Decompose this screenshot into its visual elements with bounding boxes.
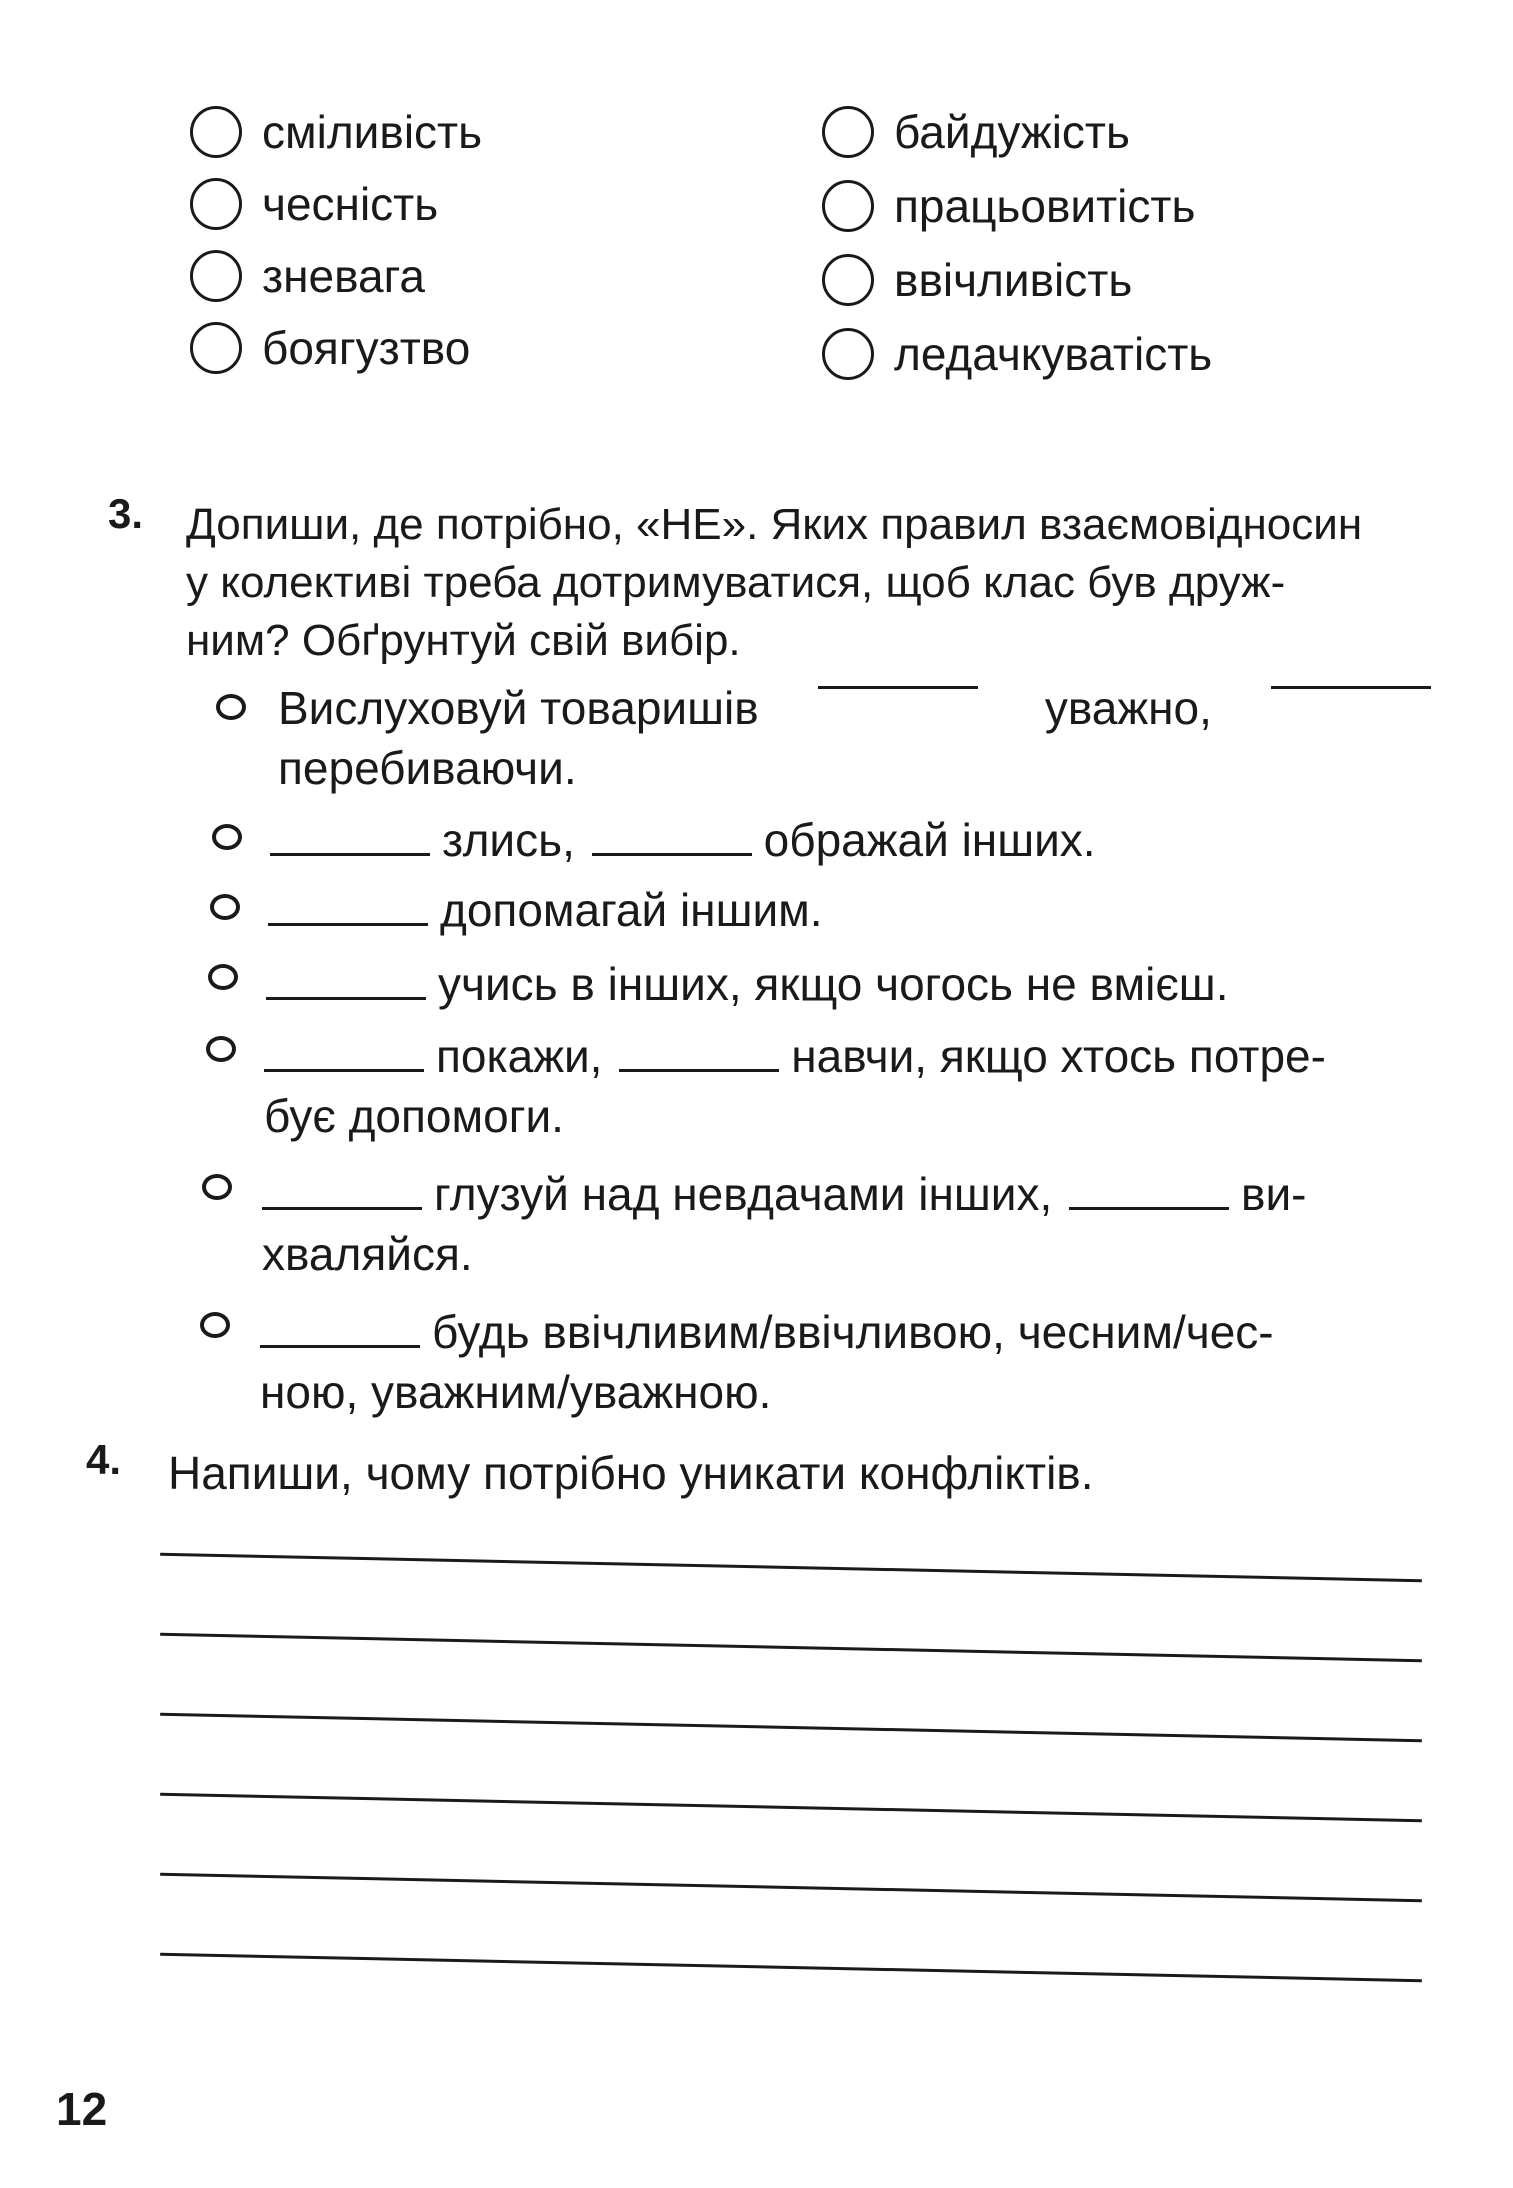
rule-text: учись в інших, якщо чогось не вмієш. bbox=[438, 958, 1229, 1010]
rule-item-3 bbox=[268, 880, 823, 940]
rule-checkbox[interactable] bbox=[206, 1036, 236, 1062]
fill-blank[interactable] bbox=[264, 1061, 424, 1072]
rule-checkbox[interactable] bbox=[212, 824, 242, 850]
fill-blank[interactable] bbox=[260, 1337, 420, 1348]
rule-text: покажи, bbox=[436, 1030, 603, 1082]
rule-text: перебиваючи. bbox=[278, 742, 577, 794]
option-circle[interactable] bbox=[822, 106, 874, 158]
rule-text: злись, bbox=[442, 814, 575, 866]
option-label: чесність bbox=[262, 178, 439, 230]
rule-text: навчи, якщо хтось потре- bbox=[791, 1030, 1326, 1082]
option-politeness[interactable] bbox=[822, 250, 1132, 310]
option-courage[interactable] bbox=[190, 102, 482, 162]
option-circle[interactable] bbox=[190, 106, 242, 158]
task-4-number: 4. bbox=[86, 1436, 122, 1483]
answer-line[interactable] bbox=[160, 1873, 1422, 1902]
option-contempt[interactable] bbox=[190, 246, 425, 306]
option-label: ввічливість bbox=[894, 254, 1133, 306]
page-number: 12 bbox=[56, 2083, 108, 2135]
rule-text: ви- bbox=[1241, 1168, 1307, 1220]
fill-blank[interactable] bbox=[592, 845, 752, 856]
rule-item-6 bbox=[262, 1164, 1306, 1284]
answer-line[interactable] bbox=[160, 1713, 1422, 1742]
task-4-instruction: Напиши, чому потрібно уникати конфліктів. bbox=[168, 1447, 1094, 1499]
rule-checkbox[interactable] bbox=[216, 694, 246, 720]
task-3-line: Допиши, де потрібно, «НЕ». Яких правил взаємовідносин bbox=[186, 500, 1363, 549]
fill-blank[interactable] bbox=[619, 1061, 779, 1072]
rule-text: бує допомоги. bbox=[264, 1090, 564, 1142]
option-circle[interactable] bbox=[190, 250, 242, 302]
option-circle[interactable] bbox=[822, 180, 874, 232]
rule-item-2 bbox=[270, 810, 1096, 870]
task-3-line: ним? Обґрунтуй свій вибір. bbox=[186, 616, 741, 665]
answer-line[interactable] bbox=[160, 1793, 1422, 1822]
rule-text: Вислуховуй товаришів bbox=[278, 682, 759, 734]
fill-blank[interactable] bbox=[270, 845, 430, 856]
rule-item-1 bbox=[278, 678, 1443, 798]
option-cowardice[interactable] bbox=[190, 318, 470, 378]
rule-checkbox[interactable] bbox=[208, 964, 238, 990]
option-circle[interactable] bbox=[822, 328, 874, 380]
task-3-line: у колективі треба дотримуватися, щоб клас був друж- bbox=[186, 558, 1286, 607]
option-circle[interactable] bbox=[190, 322, 242, 374]
answer-line[interactable] bbox=[160, 1953, 1422, 1982]
option-indifference[interactable] bbox=[822, 102, 1130, 162]
rule-item-7 bbox=[260, 1302, 1274, 1422]
option-label: працьовитість bbox=[894, 180, 1196, 232]
option-circle[interactable] bbox=[822, 254, 874, 306]
fill-blank[interactable] bbox=[818, 678, 978, 689]
rule-text: допомагай іншим. bbox=[440, 884, 823, 936]
fill-blank[interactable] bbox=[262, 1199, 422, 1210]
fill-blank[interactable] bbox=[268, 915, 428, 926]
rule-text: ною, уважним/уважною. bbox=[260, 1366, 772, 1418]
rule-text: глузуй над невдачами інших, bbox=[434, 1168, 1053, 1220]
fill-blank[interactable] bbox=[1271, 678, 1431, 689]
rule-checkbox[interactable] bbox=[210, 894, 240, 920]
answer-line[interactable] bbox=[160, 1633, 1422, 1662]
rule-item-4 bbox=[266, 954, 1228, 1014]
fill-blank[interactable] bbox=[266, 989, 426, 1000]
option-label: ледачкуватість bbox=[894, 328, 1213, 380]
rule-checkbox[interactable] bbox=[200, 1312, 230, 1338]
option-diligence[interactable] bbox=[822, 176, 1195, 236]
rule-text: будь ввічливим/ввічливою, чесним/чес- bbox=[432, 1306, 1274, 1358]
task-3-number: 3. bbox=[108, 490, 144, 537]
option-honesty[interactable] bbox=[190, 174, 438, 234]
rule-text: уважно, bbox=[1044, 682, 1212, 734]
option-laziness[interactable] bbox=[822, 324, 1212, 384]
rule-item-5 bbox=[264, 1026, 1326, 1146]
option-circle[interactable] bbox=[190, 178, 242, 230]
fill-blank[interactable] bbox=[1069, 1199, 1229, 1210]
option-label: сміливість bbox=[262, 106, 483, 158]
rule-text: хваляйся. bbox=[262, 1228, 473, 1280]
task-3-instruction bbox=[186, 496, 1362, 670]
answer-line[interactable] bbox=[160, 1553, 1422, 1582]
option-label: байдужість bbox=[894, 106, 1130, 158]
rule-text: ображай інших. bbox=[763, 814, 1096, 866]
option-label: зневага bbox=[262, 250, 425, 302]
rule-checkbox[interactable] bbox=[202, 1174, 232, 1200]
option-label: боягузтво bbox=[262, 322, 471, 374]
